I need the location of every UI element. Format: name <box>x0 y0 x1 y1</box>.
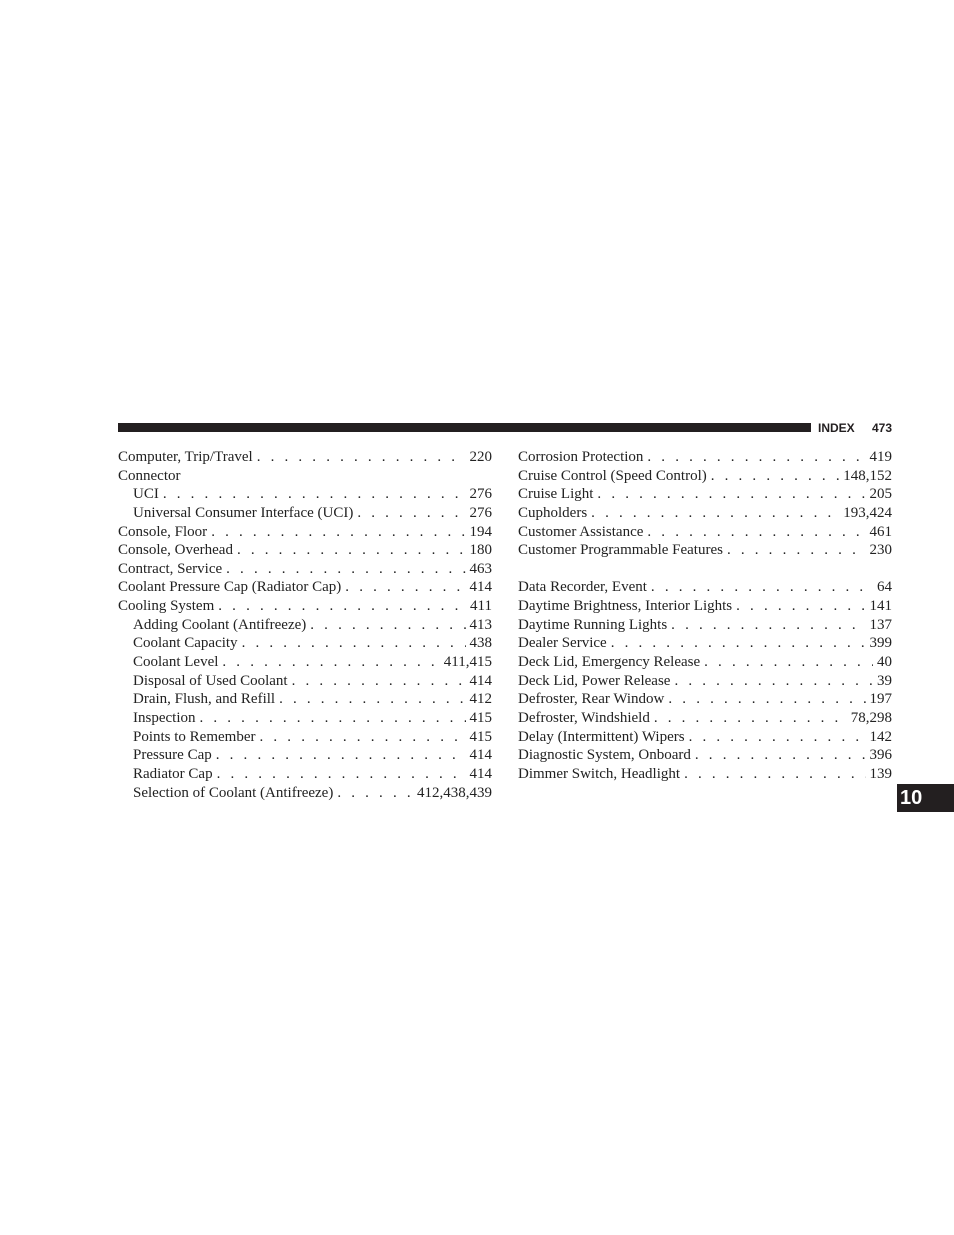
dot-leader <box>218 597 466 616</box>
index-entry <box>518 728 892 747</box>
entry-page-ref: 64 <box>877 579 892 596</box>
dot-leader <box>357 504 465 523</box>
dot-leader <box>337 784 413 803</box>
entry-page-ref: 463 <box>469 560 492 577</box>
entry-label: Defroster, Rear Window <box>518 691 665 708</box>
entry-label: Radiator Cap <box>133 765 213 782</box>
entry-label: Coolant Pressure Cap (Radiator Cap) <box>118 579 342 596</box>
dot-leader <box>310 616 465 635</box>
entry-label: Cupholders <box>518 504 588 521</box>
index-entry <box>518 653 892 672</box>
entry-label: Customer Assistance <box>518 523 644 540</box>
index-subentry <box>118 746 492 765</box>
entry-page-ref: 139 <box>869 765 892 782</box>
entry-page-ref: 461 <box>869 523 892 540</box>
dot-leader <box>260 728 466 747</box>
entry-page-ref: 438 <box>469 635 492 652</box>
entry-label: Console, Floor <box>118 523 208 540</box>
entry-label: Defroster, Windshield <box>518 709 650 726</box>
dot-leader <box>257 448 466 467</box>
index-entry <box>518 765 892 784</box>
index-subentry <box>118 634 492 653</box>
header-section: INDEX <box>818 421 855 435</box>
entry-page-ref: 412,438,439 <box>417 784 492 801</box>
index-entry <box>518 616 892 635</box>
entry-label: Cooling System <box>118 598 215 615</box>
index-subentry <box>118 616 492 635</box>
dot-leader <box>591 504 839 523</box>
dot-leader <box>654 709 847 728</box>
entry-page-ref: 40 <box>877 654 892 671</box>
entry-page-ref: 411 <box>470 598 492 615</box>
index-subentry <box>118 728 492 747</box>
entry-label: Pressure Cap <box>133 747 212 764</box>
index-column-left <box>118 448 492 802</box>
entry-label: UCI <box>133 486 159 503</box>
entry-label: Data Recorder, Event <box>518 579 647 596</box>
entry-page-ref: 411,415 <box>443 654 492 671</box>
dot-leader <box>651 578 873 597</box>
entry-page-ref: 414 <box>469 579 492 596</box>
entry-page-ref: 137 <box>869 616 892 633</box>
index-entry <box>518 672 892 691</box>
entry-gap <box>518 560 892 579</box>
index-subentry <box>118 672 492 691</box>
index-entry <box>118 523 492 542</box>
entry-label: Inspection <box>133 709 196 726</box>
header-rule <box>118 423 811 432</box>
index-entry <box>518 504 892 523</box>
entry-page-ref: 396 <box>869 747 892 764</box>
entry-label: Dimmer Switch, Headlight <box>518 765 681 782</box>
index-entry <box>518 709 892 728</box>
index-subentry <box>118 485 492 504</box>
index-entry <box>518 746 892 765</box>
dot-leader <box>217 765 466 784</box>
dot-leader <box>216 746 466 765</box>
entry-label: Drain, Flush, and Refill <box>133 691 276 708</box>
entry-page-ref: 141 <box>869 598 892 615</box>
entry-page-ref: 39 <box>877 672 892 689</box>
entry-page-ref: 78,298 <box>850 709 892 726</box>
dot-leader <box>163 485 466 504</box>
entry-label: Cruise Light <box>518 486 594 503</box>
entry-page-ref: 276 <box>469 504 492 521</box>
index-entry <box>518 467 892 486</box>
entry-label: Deck Lid, Emergency Release <box>518 654 701 671</box>
entry-label: Universal Consumer Interface (UCI) <box>133 504 354 521</box>
entry-label: Deck Lid, Power Release <box>518 672 671 689</box>
entry-page-ref: 220 <box>469 449 492 465</box>
dot-leader <box>711 467 840 486</box>
entry-label: Corrosion Protection <box>518 449 644 465</box>
entry-label: Selection of Coolant (Antifreeze) <box>133 784 334 801</box>
dot-leader <box>292 672 466 691</box>
entry-label: Cruise Control (Speed Control) <box>518 467 707 484</box>
entry-label: Adding Coolant (Antifreeze) <box>133 616 307 633</box>
entry-page-ref: 230 <box>869 542 892 559</box>
entry-label: Diagnostic System, Onboard <box>518 747 691 764</box>
entry-page-ref: 180 <box>469 542 492 559</box>
index-subentry <box>118 504 492 523</box>
entry-label: Coolant Capacity <box>133 635 238 652</box>
dot-leader <box>345 578 465 597</box>
entry-page-ref: 193,424 <box>843 504 892 521</box>
entry-page-ref: 412 <box>469 691 492 708</box>
entry-page-ref: 415 <box>469 728 492 745</box>
index-entry <box>118 597 492 616</box>
index-entry <box>518 634 892 653</box>
entry-page-ref: 205 <box>869 486 892 503</box>
index-entry <box>118 467 492 486</box>
index-subentry <box>118 653 492 672</box>
dot-leader <box>727 541 866 560</box>
dot-leader <box>611 634 866 653</box>
index-subentry <box>118 709 492 728</box>
dot-leader <box>226 560 465 579</box>
entry-page-ref: 142 <box>869 728 892 745</box>
entry-label: Delay (Intermittent) Wipers <box>518 728 685 745</box>
dot-leader <box>279 690 465 709</box>
dot-leader <box>647 448 865 467</box>
index-entry <box>518 448 892 467</box>
dot-leader <box>242 634 466 653</box>
dot-leader <box>689 728 866 747</box>
entry-page-ref: 414 <box>469 747 492 764</box>
index-entry <box>118 448 492 467</box>
entry-label: Points to Remember <box>133 728 256 745</box>
entry-page-ref: 414 <box>469 672 492 689</box>
entry-label: Daytime Running Lights <box>518 616 668 633</box>
dot-leader <box>736 597 865 616</box>
index-entry <box>518 690 892 709</box>
dot-leader <box>674 672 873 691</box>
index-entry <box>518 597 892 616</box>
entry-page-ref: 276 <box>469 486 492 503</box>
dot-leader <box>199 709 465 728</box>
entry-label: Dealer Service <box>518 635 607 652</box>
index-column-right <box>518 448 892 784</box>
dot-leader <box>597 485 865 504</box>
index-subentry <box>118 690 492 709</box>
entry-label: Computer, Trip/Travel <box>118 449 253 465</box>
dot-leader <box>211 523 465 542</box>
index-subentry <box>118 784 492 803</box>
dot-leader <box>222 653 439 672</box>
entry-label: Console, Overhead <box>118 542 233 559</box>
index-entry <box>118 578 492 597</box>
entry-label: Contract, Service <box>118 560 223 577</box>
index-entry <box>518 578 892 597</box>
entry-page-ref: 197 <box>869 691 892 708</box>
entry-label: Daytime Brightness, Interior Lights <box>518 598 733 615</box>
running-header <box>818 420 892 436</box>
entry-label: Connector <box>118 467 181 484</box>
dot-leader <box>647 523 865 542</box>
entry-page-ref: 413 <box>469 616 492 633</box>
dot-leader <box>695 746 866 765</box>
chapter-tab: 10 <box>897 784 954 812</box>
dot-leader <box>237 541 466 560</box>
entry-label: Disposal of Used Coolant <box>133 672 288 689</box>
entry-label: Coolant Level <box>133 654 219 671</box>
header-page-number: 473 <box>871 421 892 435</box>
index-entry <box>518 523 892 542</box>
index-entry <box>118 560 492 579</box>
dot-leader <box>671 616 865 635</box>
entry-label: Customer Programmable Features <box>518 542 723 559</box>
entry-page-ref: 419 <box>869 449 892 465</box>
index-subentry <box>118 765 492 784</box>
index-entry <box>118 541 492 560</box>
entry-page-ref: 399 <box>869 635 892 652</box>
entry-page-ref: 414 <box>469 765 492 782</box>
index-entry <box>518 485 892 504</box>
entry-page-ref: 415 <box>469 709 492 726</box>
entry-page-ref: 148,152 <box>843 467 892 484</box>
index-entry <box>518 541 892 560</box>
dot-leader <box>668 690 865 709</box>
dot-leader <box>684 765 865 784</box>
entry-page-ref: 194 <box>469 523 492 540</box>
dot-leader <box>704 653 873 672</box>
